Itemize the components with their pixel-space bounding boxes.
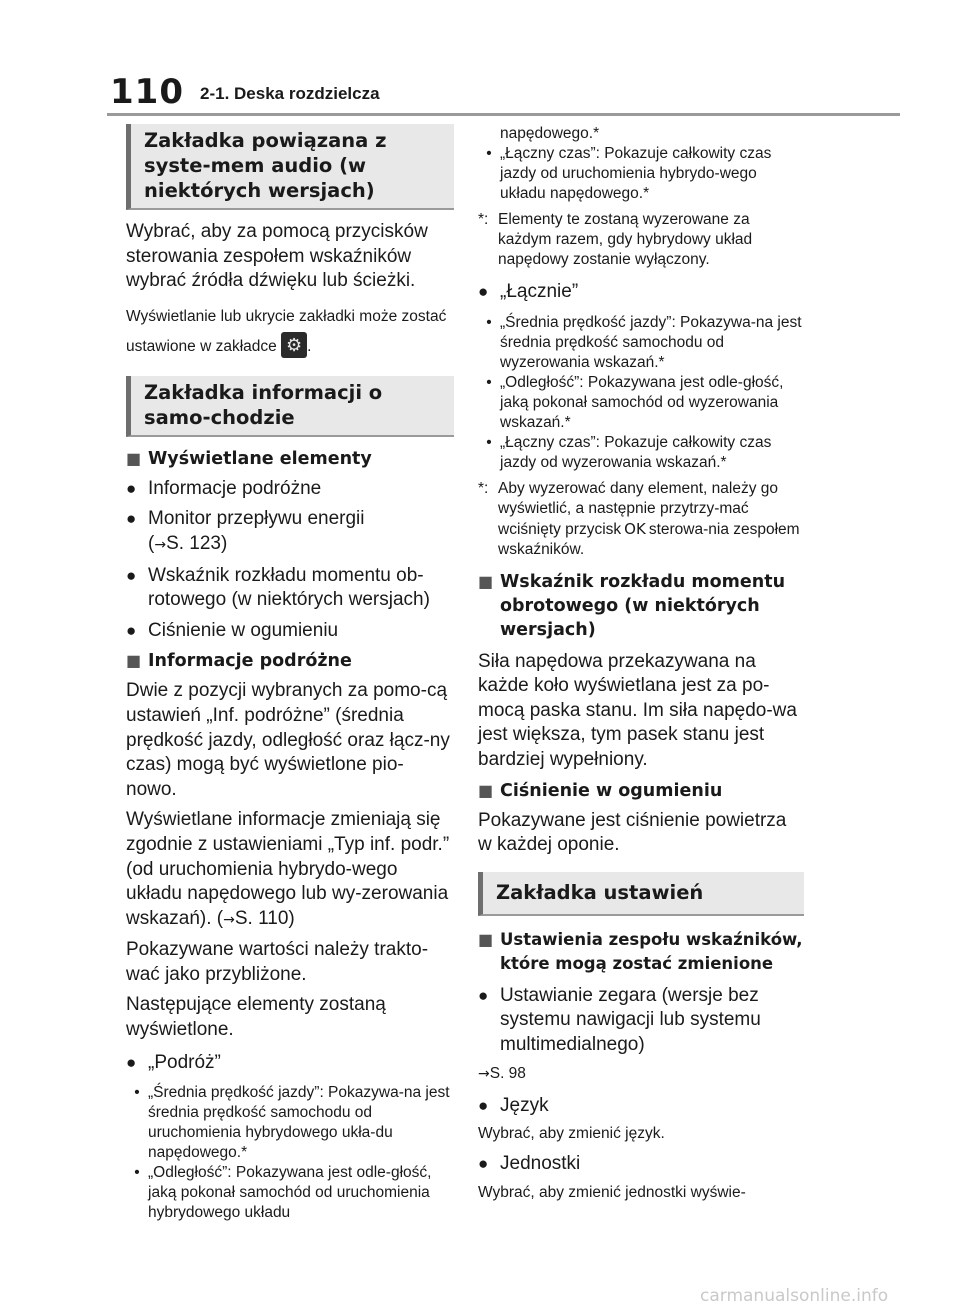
heading-text: Ustawienia zespołu wskaźników, które mogą zostać zmienione bbox=[500, 929, 803, 973]
ok-button-icon: OK bbox=[624, 519, 646, 538]
square-bullet-icon: ■ bbox=[478, 929, 494, 949]
torque-paragraph: Siła napędowa przekazywana na każde koło wyświetlana jest za po-mocą paska stanu. Im siła napędo-wa jest większa, tym pasek stanu jest bardziej wypełniony. bbox=[478, 650, 797, 770]
list-item bbox=[126, 1083, 454, 1163]
dot-bullet-icon: • bbox=[486, 433, 492, 451]
list-item bbox=[478, 313, 804, 373]
footnote-mark: *: bbox=[478, 211, 489, 228]
heading-text: Wyświetlane elementy bbox=[148, 448, 372, 469]
bullet-icon: ● bbox=[126, 478, 137, 498]
list-item-text: Ciśnienie w ogumieniu bbox=[148, 619, 339, 641]
heading-text: Wskaźnik rozkładu momentu obrotowego (w niektórych wersjach) bbox=[500, 571, 786, 640]
settings-tab-heading: Zakładka ustawień bbox=[478, 872, 804, 916]
list-item-text: Jednostki bbox=[500, 1153, 581, 1175]
dot-bullet-icon: • bbox=[486, 373, 492, 391]
bullet-icon: ● bbox=[126, 565, 137, 585]
square-bullet-icon: ■ bbox=[126, 448, 142, 468]
header-rule bbox=[107, 113, 900, 116]
energy-monitor-label: Monitor przepływu energii bbox=[148, 508, 365, 530]
list-item-text: Wskaźnik rozkładu momentu ob-rotowego (w niektórych wersjach) bbox=[148, 564, 430, 611]
bullet-icon: ● bbox=[478, 282, 489, 301]
list-item-text: Język bbox=[500, 1094, 549, 1116]
footnote-mark: *: bbox=[478, 479, 489, 497]
audio-tab-note-end: . bbox=[307, 337, 312, 355]
page-reference: S. 123) bbox=[166, 532, 228, 554]
units-description: Wybrać, aby zmienić jednostki wyświe- bbox=[478, 1183, 746, 1201]
trip-info-heading bbox=[126, 649, 454, 673]
vehicle-info-tab-heading: Zakładka informacji o samo-chodzie bbox=[126, 376, 454, 437]
tire-heading bbox=[478, 779, 804, 803]
list-item-continuation bbox=[478, 124, 804, 144]
list-item bbox=[478, 144, 804, 204]
bullet-icon: ● bbox=[478, 1154, 489, 1174]
clock-reference bbox=[478, 1064, 804, 1084]
dot-bullet-icon: • bbox=[134, 1084, 140, 1102]
list-item-text: Ustawianie zegara (wersje bez systemu nawigacji lub systemu multimedialnego) bbox=[500, 984, 761, 1055]
footnote-text: Elementy te zostaną wyzerowane za każdym razem, gdy hybrydowy układ napędowy zostanie wyłączony. bbox=[498, 211, 753, 268]
footnote bbox=[478, 210, 804, 270]
heading-text: Ciśnienie w ogumieniu bbox=[500, 780, 723, 801]
spacer bbox=[478, 124, 500, 144]
trip-paragraph-3: Pokazywane wartości należy trakto-wać jako przybliżone. bbox=[126, 939, 429, 985]
square-bullet-icon: ■ bbox=[478, 571, 494, 591]
list-item-text: „Odległość”: Pokazywana jest odle-głość, jaką pokonał samochód od wyzerowania wskazań.* bbox=[500, 373, 784, 431]
total-label bbox=[478, 280, 804, 305]
audio-tab-heading: Zakładka powiązana z syste-mem audio (w niektórych wersjach) bbox=[126, 124, 454, 210]
page-reference: S. 110) bbox=[234, 907, 295, 929]
language-description: Wybrać, aby zmienić język. bbox=[478, 1125, 665, 1143]
bullet-icon: ● bbox=[478, 1095, 489, 1115]
dot-bullet-icon: • bbox=[134, 1164, 140, 1182]
section-title: 2-1. Deska rozdzielcza bbox=[200, 84, 380, 103]
footnote-text-b: sterowa-nia zespołem wskaźników. bbox=[498, 520, 800, 558]
list-item-text: napędowego.* bbox=[500, 125, 600, 142]
bullet-icon: ● bbox=[478, 985, 489, 1005]
gear-icon: ⚙ bbox=[281, 332, 307, 358]
list-item bbox=[126, 1163, 454, 1223]
list-item-text: „Średnia prędkość jazdy”: Pokazywa-na jest średnia prędkość samochodu od uruchomienia hybrydowego ukła-du napędowego.* bbox=[148, 1084, 450, 1162]
total-label-text: „Łącznie” bbox=[500, 281, 579, 302]
settings-heading bbox=[478, 928, 804, 976]
bullet-icon: ● bbox=[126, 1052, 137, 1072]
list-item-text: Monitor przepływu energii (→S. 123) bbox=[148, 508, 365, 554]
heading-text: Informacje podróżne bbox=[148, 651, 352, 672]
audio-tab-note-text: Wyświetlanie lub ukrycie zakładki może zostać ustawione w zakładce bbox=[126, 307, 447, 355]
footnote-text-a: Aby wyzerować dany element, należy go wyświetlić, a następnie przytrzy-mać wciśnięty przycisk bbox=[498, 479, 779, 538]
dot-bullet-icon: • bbox=[486, 145, 492, 162]
right-column bbox=[478, 124, 804, 1203]
audio-tab-note bbox=[126, 302, 454, 362]
tire-paragraph: Pokazywane jest ciśnienie powietrza w każdej oponie. bbox=[478, 809, 787, 856]
arrow-icon: → bbox=[223, 911, 235, 928]
list-item-text: „Średnia prędkość jazdy”: Pokazywa-na jest średnia prędkość samochodu od wyzerowania wskazań.* bbox=[500, 313, 802, 371]
list-item-text: „Łączny czas”: Pokazuje całkowity czas jazdy od uruchomienia hybrydo-wego układu napędowego.* bbox=[500, 145, 772, 202]
list-item bbox=[478, 984, 804, 1058]
list-item bbox=[478, 1094, 804, 1119]
list-item-text: „Odległość”: Pokazywana jest odle-głość, jaką pokonał samochód od uruchomienia hybrydowego układu bbox=[148, 1164, 432, 1222]
page-reference: S. 98 bbox=[489, 1064, 526, 1082]
square-bullet-icon: ■ bbox=[126, 651, 142, 671]
list-item bbox=[478, 433, 804, 473]
left-column bbox=[126, 124, 454, 1223]
square-bullet-icon: ■ bbox=[478, 780, 494, 800]
trip-label-text: „Podróż” bbox=[148, 1051, 221, 1073]
audio-tab-description: Wybrać, aby za pomocą przycisków sterowania zespołem wskaźników wybrać źródła dźwięku lub ścieżki. bbox=[126, 221, 428, 292]
list-item-text: „Łączny czas”: Pokazuje całkowity czas jazdy od wyzerowania wskazań.* bbox=[500, 433, 772, 471]
list-item bbox=[126, 619, 454, 644]
bullet-icon: ● bbox=[126, 620, 137, 640]
arrow-icon: → bbox=[478, 1065, 490, 1082]
trip-paragraph-4: Następujące elementy zostaną wyświetlone. bbox=[126, 994, 386, 1041]
torque-heading bbox=[478, 570, 804, 642]
list-item bbox=[126, 507, 454, 557]
trip-paragraph-2-text: Wyświetlane informacje zmieniają się zgodnie z ustawieniami „Typ inf. podr.” (od uruchomienia hybrydo-wego układu napędowego lub wy-zerowania wskazań). ( bbox=[126, 809, 450, 929]
trip-paragraph-2 bbox=[126, 808, 454, 932]
footnote bbox=[478, 479, 804, 560]
footnote-text bbox=[498, 479, 804, 560]
list-item bbox=[478, 1152, 804, 1177]
list-item bbox=[126, 477, 454, 502]
dot-bullet-icon: • bbox=[486, 313, 492, 331]
bullet-icon: ● bbox=[126, 509, 137, 529]
displayed-elements-heading bbox=[126, 447, 454, 471]
page-header bbox=[0, 0, 960, 118]
page-number: 110 bbox=[110, 72, 184, 112]
trip-paragraph-1: Dwie z pozycji wybranych za pomo-cą ustawień „Inf. podróżne” (średnia prędkość jazdy, odległość oraz łącz-ny czas) mogą być wyświetlone pio-nowo. bbox=[126, 680, 450, 800]
list-item bbox=[126, 564, 454, 613]
watermark: carmanualsonline.info bbox=[700, 1286, 889, 1306]
list-item-text: Informacje podróżne bbox=[148, 477, 322, 499]
trip-label bbox=[126, 1051, 454, 1076]
arrow-icon: → bbox=[154, 536, 167, 553]
list-item bbox=[478, 373, 804, 433]
